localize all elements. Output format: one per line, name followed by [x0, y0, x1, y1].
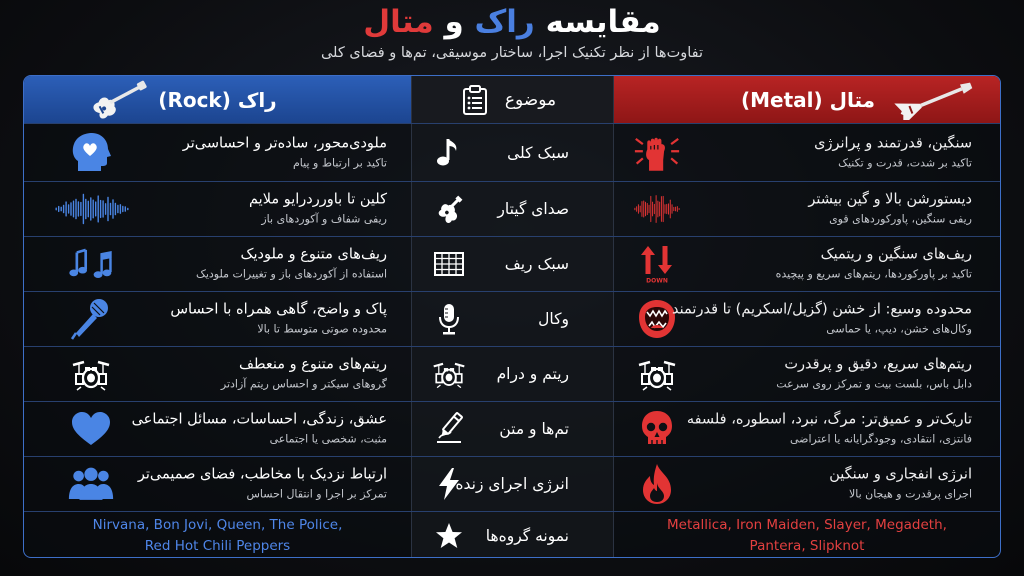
distorted-waveform-icon: [634, 186, 680, 232]
metal-main-text: دیستورشن بالا و گین بیشتر: [808, 191, 972, 208]
table-row: [24, 511, 1000, 558]
topic-header-label: موضوع: [504, 89, 557, 110]
rock-text: [124, 191, 387, 228]
metal-main-text: سنگین، قدرتمند و پرانرژی: [814, 135, 972, 151]
soft-waveform-icon: [54, 186, 130, 232]
metal-sub-text: دابل باس، بلست بیت و تمرکز روی سرعت: [776, 377, 972, 391]
rock-main-text: کلین تا باورردرایو ملایم: [249, 191, 387, 208]
rock-text: [124, 134, 387, 171]
metal-header: [614, 76, 1001, 123]
rock-main-text: ارتباط نزدیک با مخاطب، فضای صمیمی‌تر: [137, 466, 387, 483]
metal-sub-text: فانتزی، انتقادی، وجودگرایانه یا اعتراضی: [789, 432, 972, 446]
svg-text:DOWN: DOWN: [646, 277, 668, 284]
rock-bands: [24, 515, 411, 557]
title-conj: و: [444, 4, 464, 40]
metal-sub-text: اجرای پرقدرت و هیجان بالا: [848, 487, 972, 501]
topic-cell: [411, 347, 614, 401]
topic-cell: [411, 402, 614, 456]
metal-text: [694, 134, 972, 171]
audience-group-icon: [68, 461, 114, 507]
title-prefix: مقایسه: [545, 4, 661, 40]
rock-main-text: ریف‌های متنوع و ملودیک: [240, 246, 387, 263]
rock-text: [124, 466, 387, 503]
flame-icon: [634, 461, 680, 507]
metal-main-text: تاریک‌تر و عمیق‌تر: مرگ، نبرد، اسطوره، فلسفه: [686, 411, 972, 428]
fretboard-grid-icon: [432, 247, 466, 281]
rock-header: [24, 76, 411, 123]
metal-text: [686, 411, 972, 448]
microphone-icon: [432, 302, 466, 336]
topic-label: وکال: [538, 310, 569, 328]
rock-main-text: ریتم‌های متنوع و منعطف: [238, 356, 387, 373]
metal-text: [694, 246, 972, 283]
rock-sub-text: ریفی شفاف و آکوردهای باز: [261, 212, 387, 226]
raised-fist-icon: [634, 130, 680, 176]
rock-sub-text: تاکید بر ارتباط و پیام: [293, 156, 387, 169]
metal-bands: [614, 515, 1000, 557]
table-row: [24, 456, 1000, 511]
topic-cell: [411, 182, 614, 236]
rock-text: [124, 356, 387, 393]
metal-text: [694, 191, 972, 228]
rock-text: [124, 246, 387, 283]
heart-icon: [68, 406, 114, 452]
head-heart-icon: [68, 130, 114, 176]
rock-cell: [24, 457, 411, 511]
topic-cell: [411, 457, 614, 511]
music-note-icon: [432, 136, 466, 170]
topic-cell: [411, 292, 614, 346]
rock-sub-text: گروهای سیکتر و احساس ریتم آزادتر: [220, 377, 387, 391]
table-row: [24, 123, 1000, 181]
topic-cell: [411, 237, 614, 291]
table-row: [24, 346, 1000, 401]
band-line: Metallica, Iron Maiden, Slayer, Megadeth,: [667, 516, 947, 533]
rock-cell: [24, 237, 411, 291]
topic-label: تم‌ها و متن: [499, 420, 569, 438]
metal-main-text: انرژی انفجاری و سنگین: [829, 466, 972, 483]
metal-sub-text: تاکید بر شدت، قدرت و تکنیک: [838, 156, 972, 169]
rock-sub-text: تمرکز بر اجرا و انتقال احساس: [246, 487, 387, 501]
comparison-table: [23, 75, 1001, 558]
topic-label: سبک کلی: [507, 143, 569, 162]
table-row: [24, 236, 1000, 291]
music-notes-icon: [68, 241, 114, 287]
topic-cell: [411, 124, 614, 181]
topic-label: سبک ریف: [504, 255, 569, 273]
title-metal: متال: [363, 4, 434, 40]
guitar-icon: [432, 192, 466, 226]
flying-v-guitar-icon: [894, 80, 976, 124]
metal-sub-text: وکال‌های خشن، دیپ، یا حماسی: [826, 322, 972, 336]
metal-cell: [614, 402, 1000, 456]
rock-sub-text: مثبت، شخصی یا اجتماعی: [269, 432, 387, 446]
rock-cell: [24, 347, 411, 401]
rock-text: [124, 411, 387, 448]
drum-kit-icon: [68, 351, 114, 397]
metal-cell: [614, 457, 1000, 511]
metal-sub-text: ریفی سنگین، پاورکوردهای قوی: [829, 212, 972, 226]
topic-label: نمونه گروه‌ها: [485, 526, 569, 545]
rock-main-text: عشق، زندگی، احساسات، مسائل اجتماعی: [131, 411, 387, 428]
metal-cell: [614, 124, 1000, 181]
table-row: [24, 181, 1000, 236]
topic-label: انرژی اجرای زنده: [455, 475, 569, 493]
drum-kit-icon: [432, 357, 466, 391]
star-icon: [432, 519, 466, 553]
rock-cell: [24, 512, 411, 558]
topic-header: [411, 76, 614, 123]
rock-cell: [24, 124, 411, 181]
rock-main-text: ملودی‌محور، ساده‌تر و احساسی‌تر: [182, 135, 387, 151]
rock-main-text: پاک و واضح، گاهی همراه با احساس: [170, 301, 387, 318]
skull-icon: [634, 406, 680, 452]
metal-text: [694, 466, 972, 503]
table-row: [24, 401, 1000, 456]
handheld-microphone-icon: [68, 296, 114, 342]
drum-kit-icon: [634, 351, 680, 397]
metal-sub-text: تاکید بر پاورکوردها، ریتم‌های سریع و پیچیده: [775, 267, 972, 281]
band-line: Nirvana, Bon Jovi, Queen, The Police,: [92, 516, 343, 533]
metal-cell: [614, 347, 1000, 401]
up-down-arrows-icon: [634, 241, 680, 287]
metal-cell: [614, 292, 1000, 346]
metal-cell: [614, 237, 1000, 291]
rock-sub-text: محدوده صوتی متوسط تا بالا: [257, 322, 387, 336]
topic-cell: [411, 512, 614, 558]
metal-cell: [614, 512, 1000, 558]
metal-text: [672, 301, 972, 338]
title-rock: راک: [474, 4, 535, 40]
rock-header-label: راک (Rock): [158, 87, 277, 112]
rock-text: [124, 301, 387, 338]
metal-header-label: متال (Metal): [740, 87, 876, 112]
rock-cell: [24, 402, 411, 456]
band-line: Red Hot Chili Peppers: [144, 537, 291, 554]
table-row: [24, 291, 1000, 346]
electric-guitar-icon: [88, 80, 152, 124]
rock-cell: [24, 292, 411, 346]
clipboard-icon: [462, 85, 488, 119]
metal-main-text: ریتم‌های سریع، دقیق و پرقدرت: [784, 356, 972, 373]
rock-sub-text: استفاده از آکوردهای باز و تغییرات ملودیک: [195, 267, 387, 281]
topic-label: ریتم و درام: [496, 365, 569, 383]
band-line: Pantera, Slipknot: [749, 537, 865, 554]
metal-cell: [614, 182, 1000, 236]
metal-text: [694, 356, 972, 393]
metal-main-text: محدوده وسیع: از خشن (گزیل/اسکریم) تا قدرتمند: [672, 301, 972, 318]
page-subtitle: تفاوت‌ها از نظر تکنیک اجرا، ساختار موسیقی، تم‌ها و فضای کلی: [320, 45, 704, 61]
topic-label: صدای گیتار: [497, 200, 569, 218]
metal-main-text: ریف‌های سنگین و ریتمیک: [820, 246, 972, 263]
pen-paper-icon: [432, 412, 466, 446]
page-title: [0, 4, 1024, 40]
rock-cell: [24, 182, 411, 236]
